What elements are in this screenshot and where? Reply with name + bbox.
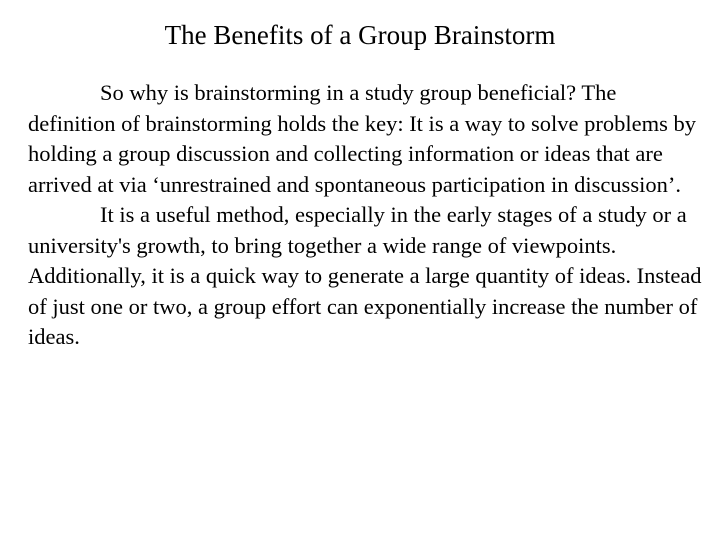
paragraph-brainstorming-usefulness: It is a useful method, especially in the early stages of a study or a university's growth, to bring together a wide range of viewpoints. Additionally, it is a quick way to generate a large quantity of ideas. Instead of just one or two, a group effort can exponentially increase the number of ideas. xyxy=(28,202,702,349)
paragraph-brainstorming-definition: So why is brainstorming in a study group beneficial? The definition of brainstorming holds the key: It is a way to solve problems by holding a group discussion and collecting information or ideas that are arrived at via ‘unrestrained and spontaneous participation in discussion’. xyxy=(28,80,697,197)
slide-body xyxy=(28,78,704,353)
slide-title: The Benefits of a Group Brainstorm xyxy=(164,20,556,50)
